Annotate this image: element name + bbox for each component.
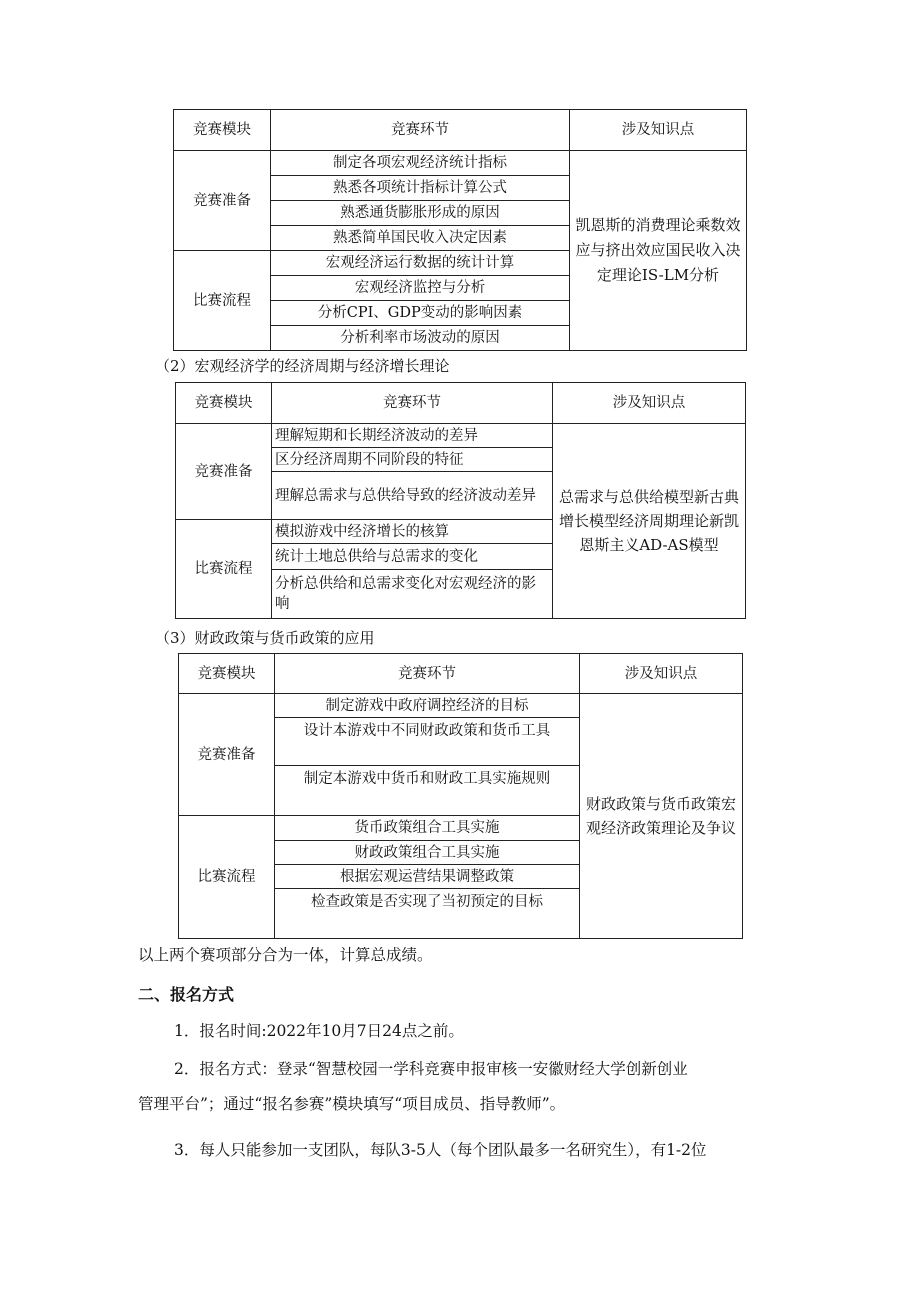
- stage-cell: 根据宏观运营结果调整政策: [275, 865, 580, 889]
- header-module: 竞赛模块: [176, 383, 272, 424]
- stage-cell: 理解总需求与总供给导致的经济波动差异: [272, 472, 553, 520]
- table-header-row: [179, 654, 743, 694]
- item-3: 3．每人只能参加一支团队，每队3-5人（每个团队最多一名研究生），有1-2位: [174, 1141, 707, 1159]
- stage-cell: 检查政策是否实现了当初预定的目标: [275, 889, 580, 939]
- header-knowledge: 涉及知识点: [553, 383, 746, 424]
- module-flow: 比赛流程: [179, 816, 275, 939]
- stage-cell: 设计本游戏中不同财政政策和货币工具: [275, 718, 580, 766]
- stage-cell: 统计土地总供给与总需求的变化: [272, 544, 553, 570]
- knowledge-cell: 总需求与总供给模型新古典增长模型经济周期理论新凯恩斯主义AD-AS模型: [553, 424, 746, 619]
- stage-cell: 区分经济周期不同阶段的特征: [272, 448, 553, 472]
- summary-text: 以上两个赛项部分合为一体，计算总成绩。: [138, 946, 433, 964]
- module-prep: 竞赛准备: [176, 424, 272, 520]
- stage-cell: 熟悉各项统计指标计算公式: [271, 176, 570, 201]
- module-flow: 比赛流程: [174, 251, 271, 351]
- caption-3: （3）财政政策与货币政策的应用: [155, 629, 375, 647]
- table-3: [178, 653, 743, 939]
- stage-cell: 宏观经济运行数据的统计计算: [271, 251, 570, 276]
- header-knowledge: 涉及知识点: [570, 110, 747, 151]
- stage-cell: 分析总供给和总需求变化对宏观经济的影响: [272, 570, 553, 619]
- item-1: 1．报名时间:2022年10月7日24点之前。: [174, 1022, 464, 1040]
- stage-cell: 制定游戏中政府调控经济的目标: [275, 694, 580, 718]
- stage-cell: 宏观经济监控与分析: [271, 276, 570, 301]
- stage-cell: 模拟游戏中经济增长的核算: [272, 520, 553, 544]
- stage-cell: 货币政策组合工具实施: [275, 816, 580, 841]
- header-stage: 竞赛环节: [271, 110, 570, 151]
- stage-cell: 理解短期和长期经济波动的差异: [272, 424, 553, 448]
- module-flow: 比赛流程: [176, 520, 272, 619]
- table-1: [173, 109, 747, 351]
- stage-cell: 财政政策组合工具实施: [275, 841, 580, 865]
- stage-cell: 熟悉简单国民收入决定因素: [271, 226, 570, 251]
- table-header-row: [174, 110, 747, 151]
- header-module: 竞赛模块: [179, 654, 275, 694]
- section-title: 二、报名方式: [138, 985, 235, 1004]
- stage-cell: 分析利率市场波动的原因: [271, 326, 570, 351]
- stage-cell: 制定本游戏中货币和财政工具实施规则: [275, 766, 580, 816]
- table-header-row: [176, 383, 746, 424]
- header-stage: 竞赛环节: [272, 383, 553, 424]
- stage-cell: 制定各项宏观经济统计指标: [271, 151, 570, 176]
- knowledge-cell: 凯恩斯的消费理论乘数效应与挤出效应国民收入决定理论IS-LM分析: [570, 151, 747, 351]
- item-2-line-1: 2．报名方式：登录“智慧校园一学科竞赛申报审核一安徽财经大学创新创业: [174, 1060, 688, 1078]
- table-2: [175, 382, 746, 619]
- header-knowledge: 涉及知识点: [580, 654, 743, 694]
- table-row: [174, 151, 747, 176]
- module-prep: 竞赛准备: [179, 694, 275, 816]
- table-row: [176, 424, 746, 448]
- caption-2: （2）宏观经济学的经济周期与经济增长理论: [155, 357, 450, 375]
- item-2-line-2: 管理平台”；通过“报名参赛”模块填写“项目成员、指导教师”。: [138, 1095, 566, 1113]
- header-module: 竞赛模块: [174, 110, 271, 151]
- table-row: [179, 694, 743, 718]
- header-stage: 竞赛环节: [275, 654, 580, 694]
- stage-cell: 分析CPI、GDP变动的影响因素: [271, 301, 570, 326]
- module-prep: 竞赛准备: [174, 151, 271, 251]
- knowledge-cell: 财政政策与货币政策宏观经济政策理论及争议: [580, 694, 743, 939]
- stage-cell: 熟悉通货膨胀形成的原因: [271, 201, 570, 226]
